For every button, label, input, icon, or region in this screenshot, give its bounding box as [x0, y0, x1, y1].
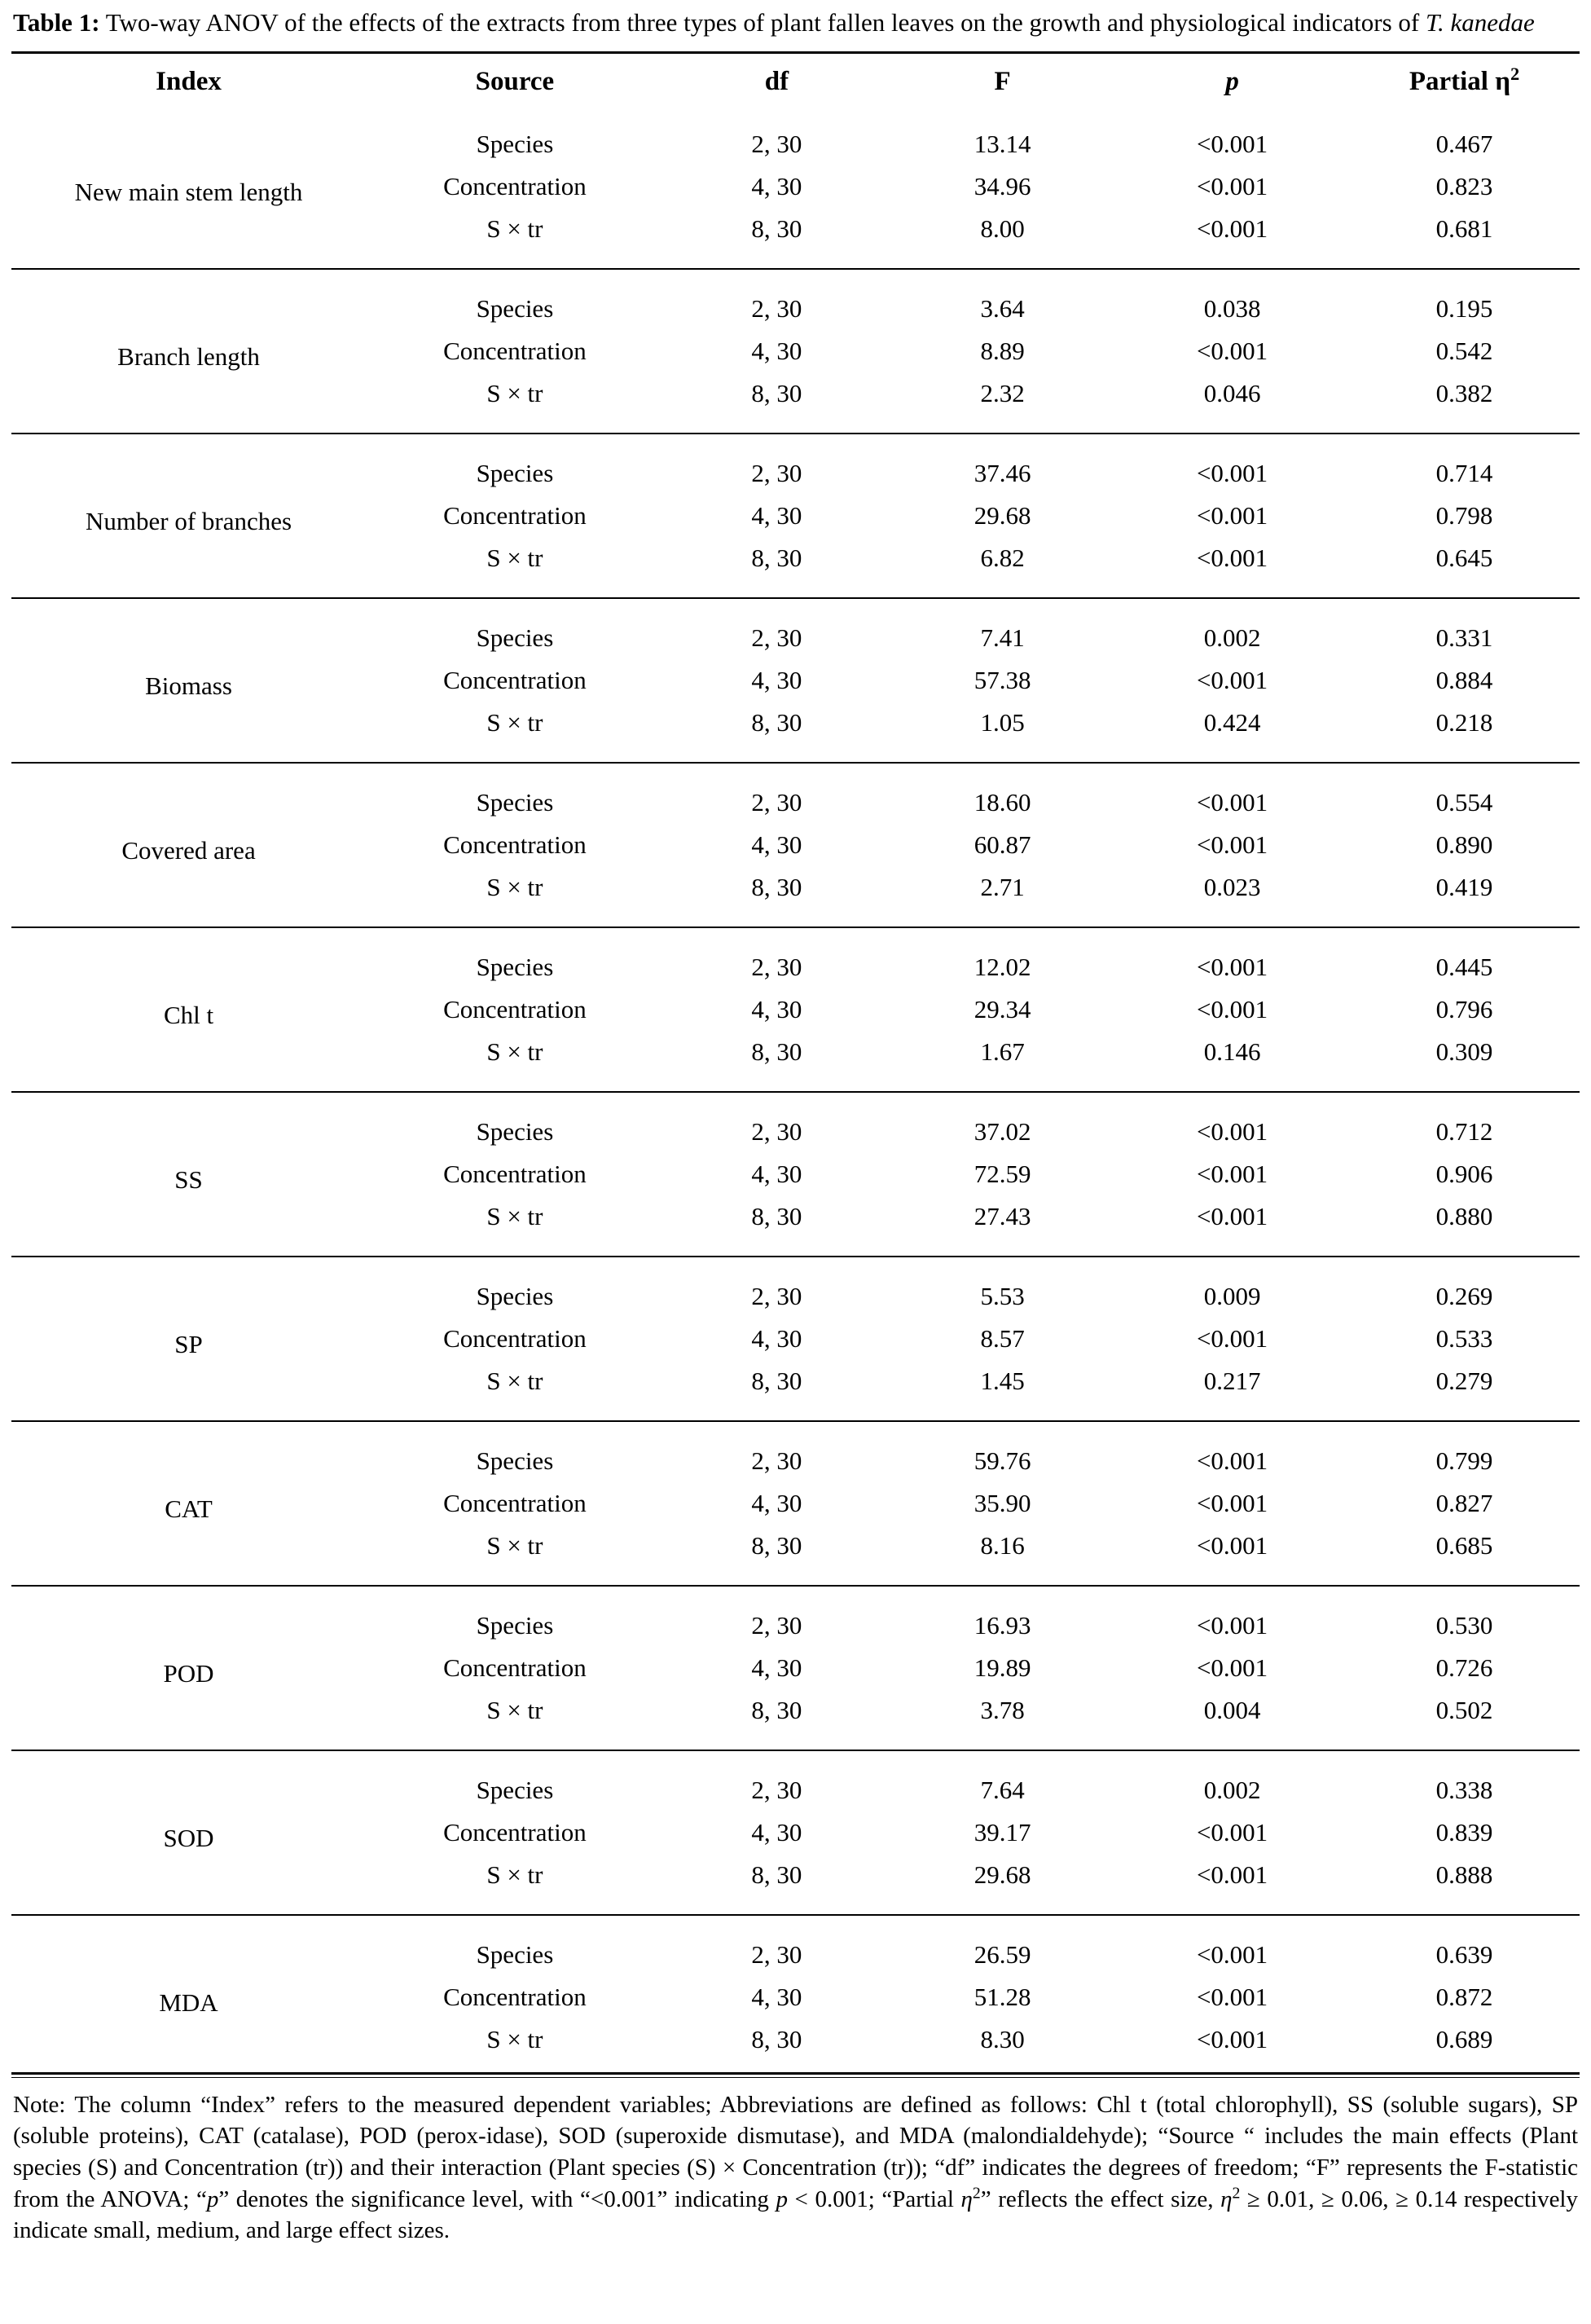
cell-df: 4, 30	[751, 500, 802, 530]
cell-f: 7.64	[980, 1775, 1025, 1804]
table-body	[11, 112, 1580, 2072]
cell-f: 3.78	[980, 1695, 1025, 1724]
block-separator-rule	[11, 433, 1580, 434]
header-row	[11, 54, 1580, 112]
cell-f: 8.30	[980, 2024, 1025, 2053]
cell-df: 8, 30	[751, 1860, 802, 1889]
cell-partial-eta2: 0.530	[1435, 1610, 1493, 1640]
cell-p: <0.001	[1196, 952, 1268, 981]
cell-partial-eta2: 0.798	[1435, 500, 1493, 530]
cell-p: <0.001	[1196, 1116, 1268, 1146]
cell-source: S × tr	[486, 872, 543, 901]
cell-partial-eta2: 0.823	[1435, 171, 1493, 200]
cell-index: CAT	[165, 1494, 213, 1523]
note-part-5: ≥ 0.01, ≥ 0.06, ≥ 0.14 respectively indicate small, medium, and large effect sizes.	[13, 2185, 1578, 2244]
cell-partial-eta2: 0.639	[1435, 1939, 1493, 1969]
block-separator-rule	[11, 1914, 1580, 1916]
cell-f: 16.93	[973, 1610, 1031, 1640]
table-header	[11, 54, 1580, 112]
table-bottom-rule	[11, 2072, 1580, 2078]
cell-df: 8, 30	[751, 543, 802, 572]
cell-df: 8, 30	[751, 707, 802, 737]
cell-f: 26.59	[973, 1939, 1031, 1969]
table-row	[11, 1428, 1580, 1482]
cell-source: S × tr	[486, 378, 543, 407]
cell-f: 59.76	[973, 1446, 1031, 1475]
column-header-df: df	[764, 66, 789, 96]
cell-df: 8, 30	[751, 1366, 802, 1395]
cell-partial-eta2: 0.799	[1435, 1446, 1493, 1475]
cell-f: 37.02	[973, 1116, 1031, 1146]
cell-source: S × tr	[486, 1530, 543, 1560]
cell-f: 39.17	[973, 1817, 1031, 1846]
table-caption-label: Table 1:	[13, 8, 100, 37]
cell-source: Concentration	[443, 994, 587, 1023]
block-separator-rule	[11, 1256, 1580, 1257]
column-header-partial-eta2: Partial $\eta^2$	[1409, 63, 1520, 96]
cell-f: 2.32	[980, 378, 1025, 407]
cell-source: Concentration	[443, 1488, 587, 1517]
cell-source: S × tr	[486, 1201, 543, 1230]
block-separator	[11, 1414, 1580, 1428]
block-separator-cell	[11, 591, 1580, 605]
block-separator	[11, 755, 1580, 770]
cell-f: 8.89	[980, 336, 1025, 365]
cell-df: 2, 30	[751, 1775, 802, 1804]
cell-df: 4, 30	[751, 1323, 802, 1353]
cell-index: SS	[174, 1164, 203, 1194]
cell-partial-eta2: 0.890	[1435, 830, 1493, 859]
cell-source: Species	[476, 293, 554, 323]
cell-partial-eta2: 0.533	[1435, 1323, 1493, 1353]
block-separator	[11, 426, 1580, 441]
cell-df: 2, 30	[751, 1281, 802, 1310]
cell-partial-eta2: 0.419	[1435, 872, 1493, 901]
cell-p: <0.001	[1196, 830, 1268, 859]
cell-f: 72.59	[973, 1159, 1031, 1188]
anov-table	[11, 54, 1580, 2072]
cell-f: 29.68	[973, 500, 1031, 530]
table-row	[11, 441, 1580, 495]
block-separator-rule	[11, 1750, 1580, 1751]
cell-partial-eta2: 0.645	[1435, 543, 1493, 572]
cell-source: S × tr	[486, 1860, 543, 1889]
cell-source: S × tr	[486, 213, 543, 243]
cell-p: <0.001	[1196, 787, 1268, 816]
cell-f: 6.82	[980, 543, 1025, 572]
cell-df: 2, 30	[751, 623, 802, 652]
cell-index: Biomass	[145, 671, 232, 700]
cell-partial-eta2: 0.712	[1435, 1116, 1493, 1146]
cell-partial-eta2: 0.880	[1435, 1201, 1493, 1230]
cell-partial-eta2: 0.542	[1435, 336, 1493, 365]
block-separator	[11, 1249, 1580, 1264]
table-row	[11, 1922, 1580, 1976]
cell-df: 4, 30	[751, 994, 802, 1023]
cell-p: <0.001	[1196, 543, 1268, 572]
cell-partial-eta2: 0.269	[1435, 1281, 1493, 1310]
cell-f: 13.14	[973, 129, 1031, 158]
cell-partial-eta2: 0.681	[1435, 213, 1493, 243]
cell-source: Concentration	[443, 1653, 587, 1682]
note-part-1: Note: The column “Index” refers to the measured dependent variables; Abbreviations are defined as follows: Chl t (total chlorophyll), SS (soluble sugars), SP (soluble proteins), CAT (catalase), POD (perox-idase), SOD (superoxide dismutase), and MDA (malondialdehyde); “Source “ includes the main effects (Plant species (S) and Concentration (tr)) and their interaction (Plant species (S) × Concentration (tr)); “df” indicates the degrees of freedom; “F” represents the F-statistic from the ANOVA; “	[13, 2091, 1578, 2212]
table-row	[11, 1264, 1580, 1318]
cell-p: <0.001	[1196, 500, 1268, 530]
cell-index: Chl t	[163, 1000, 214, 1029]
cell-p: <0.001	[1196, 336, 1268, 365]
cell-partial-eta2: 0.796	[1435, 994, 1493, 1023]
cell-df: 2, 30	[751, 458, 802, 487]
cell-partial-eta2: 0.906	[1435, 1159, 1493, 1188]
block-separator	[11, 920, 1580, 935]
cell-f: 19.89	[973, 1653, 1031, 1682]
cell-partial-eta2: 0.338	[1435, 1775, 1493, 1804]
cell-partial-eta2: 0.689	[1435, 2024, 1493, 2053]
cell-index: SOD	[163, 1823, 214, 1852]
cell-source: Species	[476, 787, 554, 816]
cell-partial-eta2: 0.827	[1435, 1488, 1493, 1517]
cell-partial-eta2: 0.685	[1435, 1530, 1493, 1560]
cell-partial-eta2: 0.467	[1435, 129, 1493, 158]
block-separator-cell	[11, 1578, 1580, 1593]
cell-p: 0.424	[1203, 707, 1261, 737]
block-separator	[11, 1578, 1580, 1593]
table-row	[11, 770, 1580, 824]
cell-p: <0.001	[1196, 1982, 1268, 2011]
cell-p: 0.023	[1203, 872, 1261, 901]
cell-partial-eta2: 0.331	[1435, 623, 1493, 652]
table-row	[11, 1758, 1580, 1811]
cell-partial-eta2: 0.279	[1435, 1366, 1493, 1395]
cell-source: Species	[476, 1281, 554, 1310]
cell-df: 8, 30	[751, 1201, 802, 1230]
cell-p: <0.001	[1196, 171, 1268, 200]
block-separator-cell	[11, 1249, 1580, 1264]
cell-p: <0.001	[1196, 1817, 1268, 1846]
cell-df: 4, 30	[751, 1159, 802, 1188]
cell-partial-eta2: 0.445	[1435, 952, 1493, 981]
cell-f: 1.45	[980, 1366, 1025, 1395]
cell-df: 4, 30	[751, 336, 802, 365]
cell-p: 0.146	[1203, 1037, 1261, 1066]
cell-partial-eta2: 0.872	[1435, 1982, 1493, 2011]
cell-source: S × tr	[486, 1695, 543, 1724]
cell-f: 51.28	[973, 1982, 1031, 2011]
cell-df: 2, 30	[751, 1610, 802, 1640]
cell-df: 8, 30	[751, 2024, 802, 2053]
cell-partial-eta2: 0.382	[1435, 378, 1493, 407]
cell-source: Concentration	[443, 1817, 587, 1846]
cell-source: Concentration	[443, 665, 587, 694]
cell-source: S × tr	[486, 1037, 543, 1066]
note-p-italic-1: p	[206, 2185, 219, 2212]
cell-p: <0.001	[1196, 1939, 1268, 1969]
table-row	[11, 605, 1580, 659]
cell-p: 0.004	[1203, 1695, 1261, 1724]
cell-f: 37.46	[973, 458, 1031, 487]
cell-df: 2, 30	[751, 952, 802, 981]
cell-source: S × tr	[486, 1366, 543, 1395]
cell-df: 4, 30	[751, 1488, 802, 1517]
note-part-4: ” reflects the effect size,	[980, 2185, 1221, 2212]
cell-index: Covered area	[121, 835, 256, 865]
block-separator-rule	[11, 762, 1580, 764]
cell-p: <0.001	[1196, 1488, 1268, 1517]
cell-p: <0.001	[1196, 1860, 1268, 1889]
cell-partial-eta2: 0.888	[1435, 1860, 1493, 1889]
block-separator-cell	[11, 1908, 1580, 1922]
note-p-italic-2: p	[776, 2185, 788, 2212]
cell-partial-eta2: 0.502	[1435, 1695, 1493, 1724]
block-separator	[11, 1908, 1580, 1922]
block-separator-cell	[11, 1085, 1580, 1099]
column-header-f: F	[994, 66, 1011, 96]
cell-f: 8.16	[980, 1530, 1025, 1560]
column-header-p: p	[1225, 66, 1239, 96]
block-separator-rule	[11, 268, 1580, 270]
cell-source: Species	[476, 952, 554, 981]
cell-partial-eta2: 0.714	[1435, 458, 1493, 487]
cell-f: 3.64	[980, 293, 1025, 323]
cell-p: 0.002	[1203, 623, 1261, 652]
cell-f: 1.05	[980, 707, 1025, 737]
block-separator-rule	[11, 597, 1580, 599]
cell-p: 0.009	[1203, 1281, 1261, 1310]
table-row	[11, 1099, 1580, 1153]
block-separator	[11, 262, 1580, 276]
cell-index: Branch length	[117, 341, 260, 371]
cell-f: 8.00	[980, 213, 1025, 243]
cell-df: 8, 30	[751, 872, 802, 901]
cell-f: 29.34	[973, 994, 1031, 1023]
cell-source: Species	[476, 623, 554, 652]
note-eta-italic-1: η	[960, 2185, 973, 2212]
cell-source: Species	[476, 1116, 554, 1146]
table-caption-text: Two-way ANOV of the effects of the extracts from three types of plant fallen leaves on the growth and physiological indicators of	[99, 8, 1426, 37]
cell-source: Species	[476, 1446, 554, 1475]
cell-f: 35.90	[973, 1488, 1031, 1517]
cell-partial-eta2: 0.884	[1435, 665, 1493, 694]
cell-source: Concentration	[443, 830, 587, 859]
note-eta-sup-2: 2	[1232, 2183, 1241, 2202]
table-caption-species: T. kanedae	[1426, 8, 1535, 37]
cell-df: 2, 30	[751, 1446, 802, 1475]
table-note	[11, 2078, 1580, 2255]
cell-df: 4, 30	[751, 171, 802, 200]
cell-df: 4, 30	[751, 1817, 802, 1846]
cell-f: 34.96	[973, 171, 1031, 200]
cell-source: Species	[476, 458, 554, 487]
note-part-2: ” denotes the significance level, with “<0.001” indicating	[218, 2185, 776, 2212]
cell-p: <0.001	[1196, 1610, 1268, 1640]
cell-partial-eta2: 0.839	[1435, 1817, 1493, 1846]
cell-index: MDA	[159, 1987, 218, 2017]
cell-partial-eta2: 0.726	[1435, 1653, 1493, 1682]
cell-f: 7.41	[980, 623, 1025, 652]
block-separator-cell	[11, 262, 1580, 276]
cell-source: S × tr	[486, 2024, 543, 2053]
cell-p: <0.001	[1196, 129, 1268, 158]
cell-index: POD	[163, 1658, 214, 1688]
table-row	[11, 112, 1580, 165]
block-separator	[11, 1743, 1580, 1758]
cell-f: 27.43	[973, 1201, 1031, 1230]
cell-source: Concentration	[443, 171, 587, 200]
cell-p: <0.001	[1196, 213, 1268, 243]
cell-index: New main stem length	[74, 177, 303, 206]
table-row	[11, 935, 1580, 988]
cell-p: <0.001	[1196, 458, 1268, 487]
cell-f: 5.53	[980, 1281, 1025, 1310]
cell-df: 8, 30	[751, 213, 802, 243]
cell-df: 2, 30	[751, 1939, 802, 1969]
cell-df: 8, 30	[751, 1037, 802, 1066]
block-separator-cell	[11, 755, 1580, 770]
cell-source: Species	[476, 129, 554, 158]
cell-df: 2, 30	[751, 787, 802, 816]
cell-partial-eta2: 0.554	[1435, 787, 1493, 816]
cell-df: 2, 30	[751, 129, 802, 158]
cell-p: 0.046	[1203, 378, 1261, 407]
cell-p: <0.001	[1196, 1530, 1268, 1560]
cell-source: S × tr	[486, 707, 543, 737]
cell-df: 4, 30	[751, 1653, 802, 1682]
cell-p: <0.001	[1196, 1159, 1268, 1188]
note-eta-italic-2: η	[1220, 2185, 1233, 2212]
column-header-source: Source	[475, 66, 555, 96]
cell-f: 18.60	[973, 787, 1031, 816]
cell-partial-eta2: 0.218	[1435, 707, 1493, 737]
cell-p: <0.001	[1196, 665, 1268, 694]
cell-source: Concentration	[443, 500, 587, 530]
table-row	[11, 1593, 1580, 1647]
column-header-index: Index	[156, 66, 222, 96]
cell-df: 8, 30	[751, 378, 802, 407]
block-separator-rule	[11, 1585, 1580, 1587]
cell-df: 2, 30	[751, 293, 802, 323]
block-separator-rule	[11, 927, 1580, 928]
cell-p: <0.001	[1196, 994, 1268, 1023]
cell-partial-eta2: 0.195	[1435, 293, 1493, 323]
block-separator-cell	[11, 920, 1580, 935]
cell-df: 2, 30	[751, 1116, 802, 1146]
cell-p: 0.038	[1203, 293, 1261, 323]
cell-df: 4, 30	[751, 1982, 802, 2011]
cell-p: <0.001	[1196, 1323, 1268, 1353]
cell-f: 29.68	[973, 1860, 1031, 1889]
block-separator-cell	[11, 1743, 1580, 1758]
cell-source: Species	[476, 1939, 554, 1969]
note-part-3: < 0.001; “Partial	[787, 2185, 961, 2212]
block-separator-rule	[11, 1091, 1580, 1093]
cell-f: 57.38	[973, 665, 1031, 694]
cell-index: Number of branches	[85, 506, 292, 535]
cell-df: 4, 30	[751, 665, 802, 694]
cell-p: <0.001	[1196, 2024, 1268, 2053]
cell-p: <0.001	[1196, 1201, 1268, 1230]
cell-f: 60.87	[973, 830, 1031, 859]
block-separator-cell	[11, 426, 1580, 441]
cell-df: 8, 30	[751, 1695, 802, 1724]
table-caption	[11, 0, 1580, 51]
cell-f: 2.71	[980, 872, 1025, 901]
cell-partial-eta2: 0.309	[1435, 1037, 1493, 1066]
cell-f: 8.57	[980, 1323, 1025, 1353]
cell-source: Species	[476, 1610, 554, 1640]
cell-source: Concentration	[443, 1982, 587, 2011]
cell-df: 8, 30	[751, 1530, 802, 1560]
cell-source: Species	[476, 1775, 554, 1804]
block-separator-rule	[11, 1420, 1580, 1422]
note-eta-sup-1: 2	[972, 2183, 981, 2202]
cell-p: 0.217	[1203, 1366, 1261, 1395]
block-separator	[11, 1085, 1580, 1099]
cell-f: 1.67	[980, 1037, 1025, 1066]
cell-p: <0.001	[1196, 1446, 1268, 1475]
cell-df: 4, 30	[751, 830, 802, 859]
cell-f: 12.02	[973, 952, 1031, 981]
cell-p: <0.001	[1196, 1653, 1268, 1682]
table-row	[11, 276, 1580, 330]
cell-p: 0.002	[1203, 1775, 1261, 1804]
cell-index: SP	[174, 1329, 203, 1358]
block-separator	[11, 591, 1580, 605]
cell-source: Concentration	[443, 336, 587, 365]
block-separator-cell	[11, 1414, 1580, 1428]
cell-source: S × tr	[486, 543, 543, 572]
cell-source: Concentration	[443, 1159, 587, 1188]
cell-source: Concentration	[443, 1323, 587, 1353]
